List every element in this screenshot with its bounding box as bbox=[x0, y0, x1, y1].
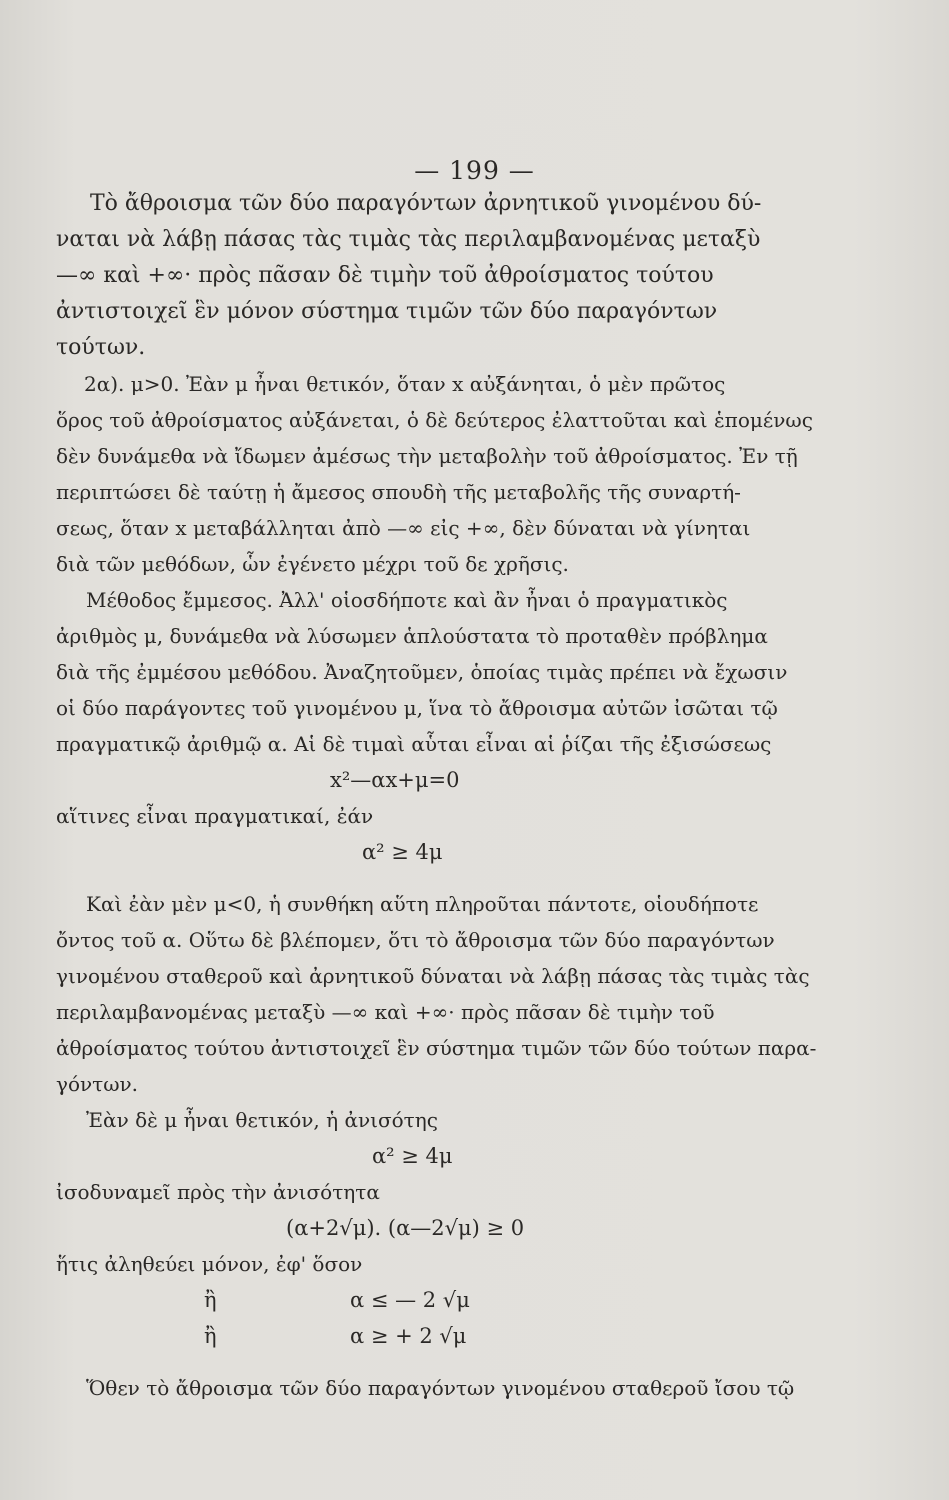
text-line: ἥτις ἀληθεύει μόνον, ἐφ' ὅσον bbox=[56, 1252, 363, 1276]
inequality-2: α² ≥ 4μ bbox=[372, 1144, 453, 1168]
or-word: ἢ bbox=[204, 1288, 217, 1312]
equation-quadratic: x²—αx+μ=0 bbox=[330, 768, 460, 792]
inequality-1: α² ≥ 4μ bbox=[362, 840, 443, 864]
text-line: Ὅθεν τὸ ἄθροισμα τῶν δύο παραγόντων γινομένου σταθεροῦ ἴσου τῷ bbox=[86, 1376, 795, 1400]
case-2 bbox=[56, 1318, 796, 1354]
case-1 bbox=[56, 1282, 796, 1318]
text-line: 2α). μ>0. Ἐὰν μ ἦναι θετικόν, ὅταν x αὐξάνηται, ὁ μὲν πρῶτος bbox=[84, 372, 726, 396]
or-word: ἢ bbox=[204, 1324, 217, 1348]
case-1-expression: α ≤ — 2 √μ bbox=[349, 1288, 470, 1312]
text-line: διὰ τῆς ἐμμέσου μεθόδου. Ἀναζητοῦμεν, ὁποίας τιμὰς πρέπει νὰ ἔχωσιν bbox=[56, 660, 788, 684]
text-line: περιλαμβανομένας μεταξὺ —∞ καὶ +∞· πρὸς πᾶσαν δὲ τιμὴν τοῦ bbox=[56, 1000, 715, 1024]
text-line: Καὶ ἐὰν μὲν μ<0, ἡ συνθήκη αὕτη πληροῦται πάντοτε, οἱουδήποτε bbox=[86, 892, 759, 916]
text-line: ὄντος τοῦ α. Οὕτω δὲ βλέπομεν, ὅτι τὸ ἄθροισμα τῶν δύο παραγόντων bbox=[56, 928, 775, 952]
text-line: τούτων. bbox=[56, 335, 146, 360]
text-line: περιπτώσει δὲ ταύτῃ ἡ ἄμεσος σπουδὴ τῆς μεταβολῆς τῆς συναρτή- bbox=[56, 480, 741, 504]
text-line: Τὸ ἄθροισμα τῶν δύο παραγόντων ἀρνητικοῦ γινομένου δύ- bbox=[90, 191, 762, 216]
text-line: Μέθοδος ἔμμεσος. Ἀλλ' οἱοσδήποτε καὶ ἂν ἦναι ὁ πραγματικὸς bbox=[86, 588, 728, 612]
text-line: Ἐὰν δὲ μ ἦναι θετικόν, ἡ ἀνισότης bbox=[86, 1108, 438, 1132]
page-number: — 199 — bbox=[414, 156, 535, 185]
text-line: οἱ δύο παράγοντες τοῦ γινομένου μ, ἵνα τὸ ἄθροισμα αὐτῶν ἰσῶται τῷ bbox=[56, 696, 778, 720]
text-line: αἵτινες εἶναι πραγματικαί, ἐάν bbox=[56, 804, 374, 828]
text-line: πραγματικῷ ἀριθμῷ α. Αἱ δὲ τιμαὶ αὗται εἶναι αἱ ῥίζαι τῆς ἐξισώσεως bbox=[56, 732, 772, 756]
text-line: ναται νὰ λάβῃ πάσας τὰς τιμὰς τὰς περιλαμβανομένας μεταξὺ bbox=[56, 227, 761, 252]
text-line: σεως, ὅταν x μεταβάλληται ἀπὸ —∞ εἰς +∞, δὲν δύναται νὰ γίνηται bbox=[56, 516, 751, 540]
text-line: γόντων. bbox=[56, 1072, 139, 1096]
page-body bbox=[56, 186, 817, 1406]
text-line: ἀντιστοιχεῖ ἓν μόνον σύστημα τιμῶν τῶν δύο παραγόντων bbox=[56, 299, 718, 324]
text-line: ἀθροίσματος τούτου ἀντιστοιχεῖ ἓν σύστημα τιμῶν τῶν δύο τούτων παρα- bbox=[56, 1036, 817, 1060]
text-line: δὲν δυνάμεθα νὰ ἴδωμεν ἀμέσως τὴν μεταβολὴν τοῦ ἀθροίσματος. Ἐν τῇ bbox=[56, 444, 798, 468]
text-line: —∞ καὶ +∞· πρὸς πᾶσαν δὲ τιμὴν τοῦ ἀθροίσματος τούτου bbox=[56, 263, 714, 288]
text-line: διὰ τῶν μεθόδων, ὧν ἐγένετο μέχρι τοῦ δε χρῆσις. bbox=[56, 552, 569, 576]
equation-product: (α+2√μ). (α—2√μ) ≥ 0 bbox=[286, 1216, 525, 1240]
text-line: ὅρος τοῦ ἀθροίσματος αὐξάνεται, ὁ δὲ δεύτερος ἐλαττοῦται καὶ ἑπομένως bbox=[56, 408, 813, 432]
text-line: ἰσοδυναμεῖ πρὸς τὴν ἀνισότητα bbox=[56, 1180, 380, 1204]
case-2-expression: α ≥ + 2 √μ bbox=[349, 1324, 467, 1348]
text-line: γινομένου σταθεροῦ καὶ ἀρνητικοῦ δύναται νὰ λάβῃ πάσας τὰς τιμὰς τὰς bbox=[56, 964, 810, 988]
text-line: ἀριθμὸς μ, δυνάμεθα νὰ λύσωμεν ἁπλούστατα τὸ προταθὲν πρόβλημα bbox=[56, 624, 768, 648]
